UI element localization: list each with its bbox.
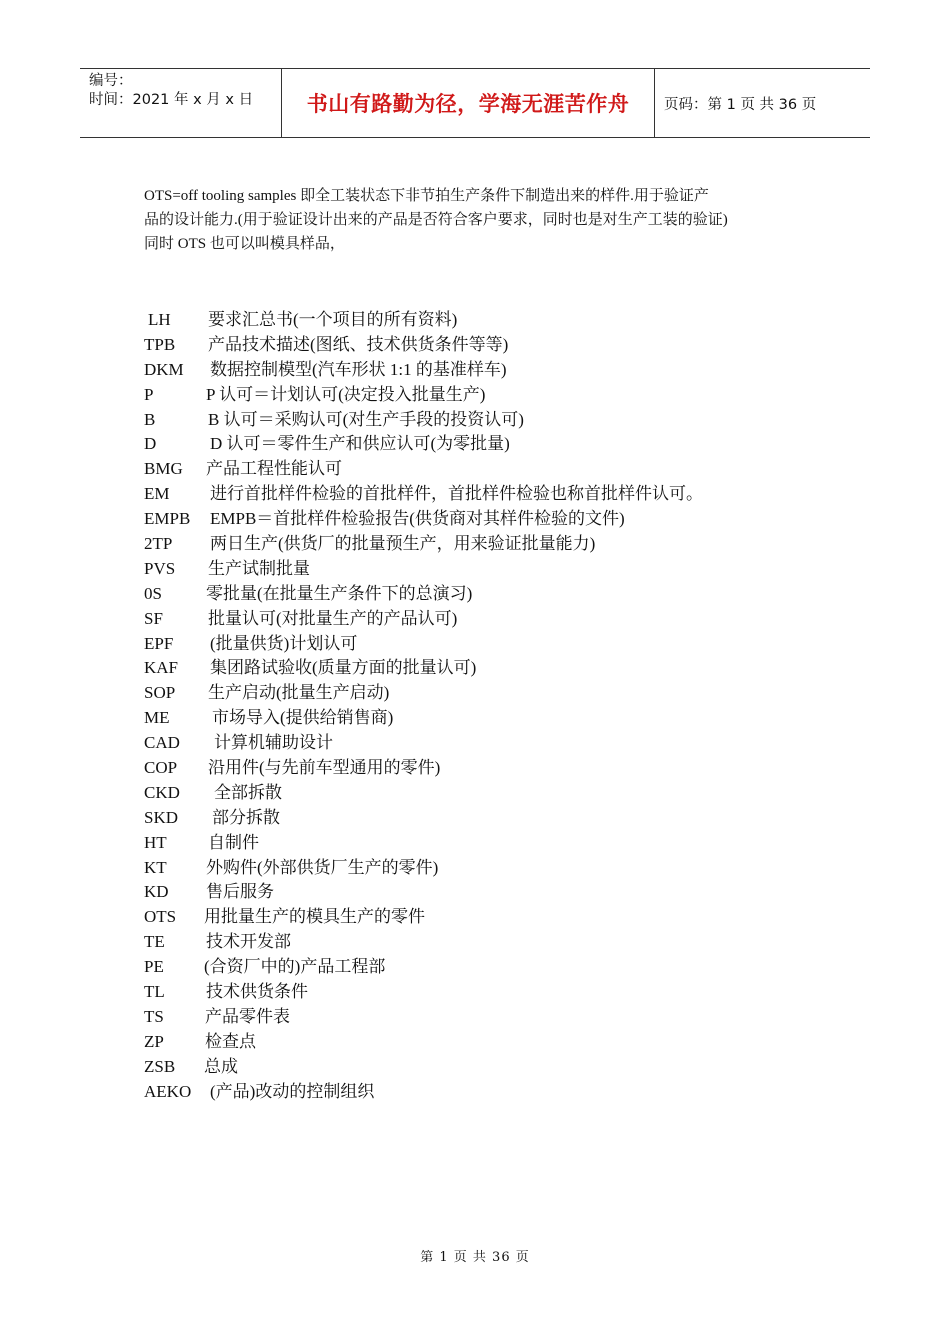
glossary-desc: 生产试制批量: [208, 558, 310, 578]
glossary-abbr: KAF: [144, 658, 179, 678]
glossary-desc: 产品工程性能认可: [206, 459, 342, 479]
glossary-desc: 要求汇总书(一个项目的所有资料): [208, 310, 458, 329]
glossary-row: [144, 681, 844, 706]
header-meta: [80, 69, 282, 137]
glossary-desc: 数据控制模型(汽车形状 1:1 的基准样车): [210, 359, 507, 379]
glossary-abbr: PE: [144, 957, 164, 977]
glossary-desc: 批量认可(对批量生产的产品认可): [208, 608, 458, 628]
glossary-abbr: SKD: [144, 807, 179, 827]
glossary-abbr: 2TP: [144, 534, 173, 554]
glossary-desc: 生产启动(批量生产启动): [208, 683, 390, 703]
glossary-abbr: KT: [144, 857, 167, 877]
glossary-abbr: TS: [144, 1006, 164, 1026]
glossary-desc: 市场导入(提供给销售商): [212, 708, 394, 728]
glossary-row: [144, 656, 844, 681]
glossary-desc: 进行首批样件检验的首批样件，首批样件检验也称首批样件认可。: [210, 484, 703, 504]
glossary-abbr: EPF: [144, 633, 174, 653]
glossary-row: [144, 955, 844, 980]
glossary-abbr: B: [144, 409, 156, 429]
glossary-abbr: SOP: [144, 683, 176, 703]
glossary-row: [144, 333, 844, 358]
glossary-desc: 检查点: [205, 1031, 256, 1051]
glossary-abbr: TL: [144, 982, 165, 1002]
glossary-row: [144, 706, 844, 731]
glossary-desc: 集团路试验收(质量方面的批量认可): [210, 658, 477, 678]
glossary-row: [144, 880, 844, 905]
glossary-abbr: BMG: [144, 459, 183, 479]
glossary-abbr: TPB: [144, 334, 176, 354]
number-label: 编号：: [89, 73, 133, 89]
glossary-row: [144, 632, 844, 657]
intro-line: 同时 OTS 也可以叫模具样品，: [144, 236, 345, 252]
glossary-row: [144, 482, 844, 507]
glossary-row: [144, 457, 844, 482]
glossary-abbr: COP: [144, 758, 178, 778]
glossary-desc: 用批量生产的模具生产的零件: [204, 907, 425, 927]
glossary-desc: 部分拆散: [212, 807, 280, 827]
glossary-row: [144, 408, 844, 433]
glossary-desc: (产品)改动的控制组织: [210, 1081, 375, 1101]
glossary-row: [144, 905, 844, 930]
glossary-desc: D 认可＝零件生产和供应认可(为零批量): [210, 434, 510, 454]
glossary-abbr: OTS: [144, 907, 177, 927]
glossary-abbr: AEKO: [144, 1081, 192, 1101]
glossary-desc: 外购件(外部供货厂生产的零件): [206, 857, 439, 877]
glossary-desc: 产品技术描述(图纸、技术供货条件等等): [208, 334, 509, 354]
glossary-row: [144, 532, 844, 557]
glossary-desc: 技术开发部: [206, 932, 291, 952]
glossary-abbr: EM: [144, 484, 170, 504]
glossary-desc: P 认可＝计划认可(决定投入批量生产): [206, 384, 486, 404]
glossary-row: [144, 781, 844, 806]
glossary-row: [144, 1055, 844, 1080]
glossary-desc: B 认可＝采购认可(对生产手段的投资认可): [208, 409, 524, 429]
glossary-desc: 两日生产(供货厂的批量预生产，用来验证批量能力): [210, 534, 596, 554]
glossary-row: [144, 930, 844, 955]
glossary-abbr: KD: [144, 882, 169, 902]
glossary-abbr: CAD: [144, 733, 180, 753]
glossary-abbr: P: [144, 384, 154, 404]
glossary-desc: 售后服务: [206, 882, 274, 902]
glossary-row: [144, 731, 844, 756]
intro-line: OTS=off tooling samples 即全工装状态下非节拍生产条件下制造出来的样件.用于验证产: [144, 188, 709, 204]
glossary-row: [144, 1005, 844, 1030]
glossary-row: [144, 1080, 844, 1105]
glossary-abbr: TE: [144, 932, 165, 952]
glossary-row: [144, 582, 844, 607]
glossary-desc: 零批量(在批量生产条件下的总演习): [206, 583, 473, 603]
glossary-abbr: PVS: [144, 558, 176, 578]
page-header: [80, 68, 870, 138]
glossary-desc: 计算机辅助设计: [214, 733, 333, 753]
glossary-row: [144, 432, 844, 457]
header-page-info: 页码：第 1 页 共 36 页: [664, 96, 817, 113]
glossary-abbr: ME: [144, 708, 170, 728]
glossary-desc: 总成: [204, 1056, 238, 1076]
header-motto: 书山有路勤为径，学海无涯苦作舟: [282, 69, 655, 137]
intro-line: 品的设计能力.(用于验证设计出来的产品是否符合客户要求，同时也是对生产工装的验证): [144, 212, 728, 228]
glossary-row: [144, 507, 844, 532]
glossary-abbr: 0S: [144, 583, 162, 603]
glossary-row: [144, 557, 844, 582]
glossary-list: [144, 308, 844, 1105]
time-label: 时间：2021 年 x 月 x 日: [89, 92, 254, 108]
glossary-abbr: LH: [148, 310, 171, 329]
glossary-abbr: EMPB: [144, 509, 191, 529]
glossary-row: [144, 756, 844, 781]
glossary-desc: (合资厂中的)产品工程部: [204, 957, 386, 977]
glossary-abbr: ZSB: [144, 1056, 176, 1076]
glossary-desc: 自制件: [208, 832, 259, 852]
page-footer: 第 1 页 共 36 页: [420, 1250, 530, 1265]
glossary-abbr: HT: [144, 832, 167, 852]
glossary-row: [144, 856, 844, 881]
glossary-abbr: CKD: [144, 782, 180, 802]
glossary-desc: 全部拆散: [214, 782, 282, 802]
glossary-abbr: DKM: [144, 359, 184, 379]
glossary-desc: 产品零件表: [205, 1006, 290, 1026]
glossary-row: [144, 308, 844, 333]
glossary-abbr: ZP: [144, 1031, 164, 1051]
intro-paragraph: [144, 184, 824, 256]
glossary-row: [144, 383, 844, 408]
glossary-abbr: D: [144, 434, 157, 454]
glossary-desc: 沿用件(与先前车型通用的零件): [208, 758, 441, 778]
glossary-desc: (批量供货)计划认可: [210, 633, 358, 653]
glossary-row: [144, 806, 844, 831]
glossary-abbr: SF: [144, 608, 163, 628]
glossary-desc: EMPB＝首批样件检验报告(供货商对其样件检验的文件): [210, 509, 625, 529]
glossary-row: [144, 358, 844, 383]
glossary-row: [144, 1030, 844, 1055]
glossary-desc: 技术供货条件: [206, 982, 308, 1002]
glossary-row: [144, 831, 844, 856]
glossary-row: [144, 980, 844, 1005]
glossary-row: [144, 607, 844, 632]
